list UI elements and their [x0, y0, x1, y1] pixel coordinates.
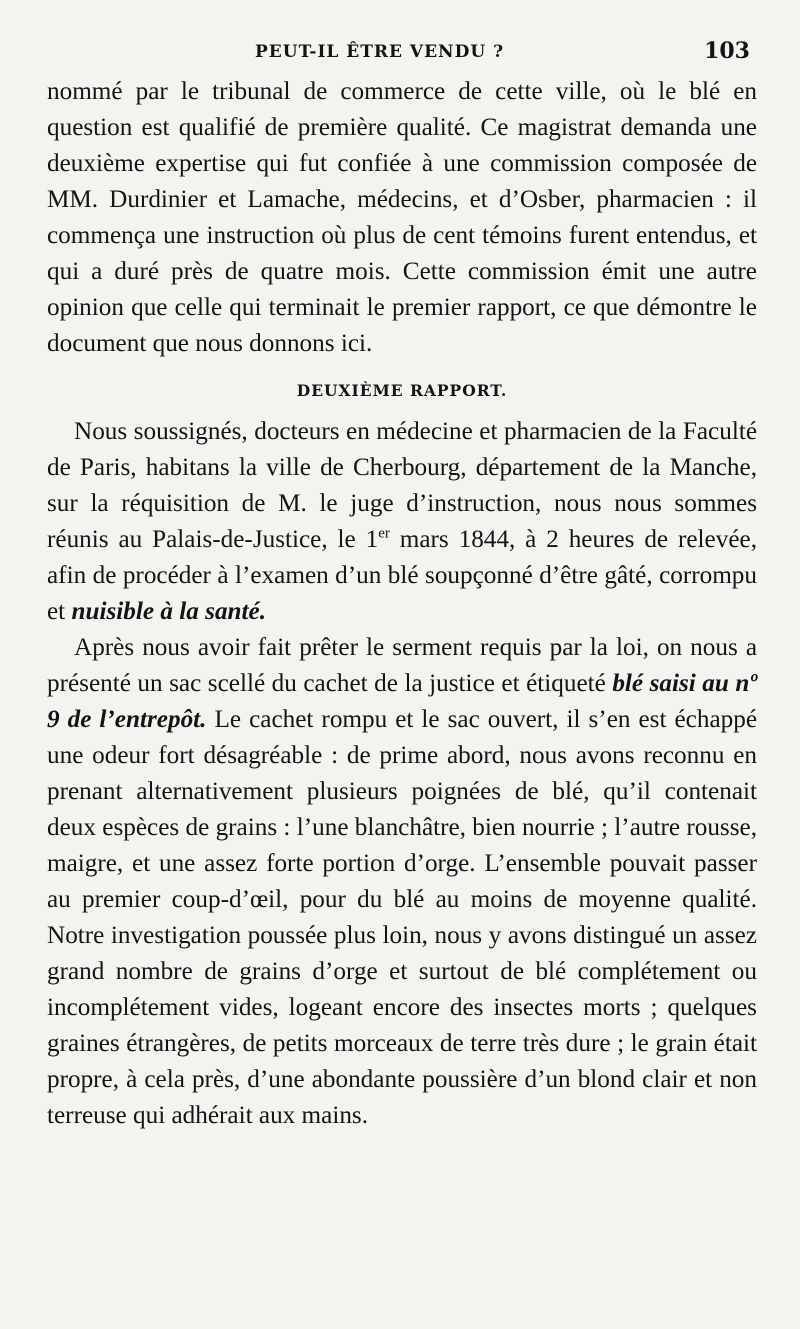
paragraph-deuxieme-rapport: [47, 414, 757, 630]
ordinal-superscript: er: [378, 525, 390, 542]
page-number: 103: [704, 38, 750, 64]
paragraph-1-text: nommé par le tribunal de commerce de cette ville, où le blé en question est qualifié de première qualité. Ce magistrat demanda une deuxième expertise qui fut confiée à une commission composée de MM. Durdinier et Lamache, médecins, et d’Osber, pharmacien : il commença une instruction où plus de cent témoins furent entendus, et qui a duré près de quatre mois. Cette commission émit une autre opinion que celle qui terminait le premier rapport, ce que démontre le document que nous donnons ici.: [47, 78, 757, 357]
emphasis-text: nuisible à la santé.: [71, 598, 267, 625]
body-text: [47, 74, 757, 1134]
section-heading: DEUXIÈME RAPPORT.: [296, 381, 508, 400]
paragraph-continuation: [47, 74, 757, 362]
emphasis-label: blé saisi au nº 9 de l’entrepôt.: [47, 670, 757, 733]
paragraph-3-text-b: Le cachet rompu et le sac ouvert, il s’en est échappé une odeur fort désagréable : de prime abord, nous avons reconnu en prenant alternativement plusieurs poignées de blé, qu’il contenait deux espèces de grains : l’une blanchâtre, bien nourrie ; l’autre rousse, maigre, et une assez forte portion d’orge. L’ensemble pouvait passer au premier coup-d’œil, pour du blé au moins de moyenne qualité. Notre investigation poussée plus loin, nous y avons distingué un assez grand nombre de grains d’orge et surtout de blé complétement ou incomplétement vides, logeant encore des insectes morts ; quelques graines étrangères, de petits morceaux de terre très dure ; le grain était propre, à cela près, d’une abondante poussière d’un blond clair et non terreuse qui adhérait aux mains.: [47, 706, 758, 1129]
paragraph-examination: [47, 630, 757, 1134]
running-head: [60, 38, 750, 68]
running-title: PEUT-IL ÊTRE VENDU ?: [255, 42, 505, 62]
paragraph-3-text-a: Après nous avoir fait prêter le serment requis par la loi, on nous a présenté un sac scellé du cachet de la justice et étiqueté: [47, 634, 757, 697]
paragraph-2-text-a: Nous soussignés, docteurs en médecine et pharmacien de la Faculté de Paris, habitans la ville de Cherbourg, département de la Manche, sur la réquisition de M. le juge d’instruction, nous nous sommes réunis au Palais-de-Justice, le 1: [47, 418, 757, 553]
paragraph-2-text-b: mars 1844, à 2 heures de relevée, afin de procéder à l’examen d’un blé soupçonné d’être gâté, corrompu et: [47, 526, 757, 625]
